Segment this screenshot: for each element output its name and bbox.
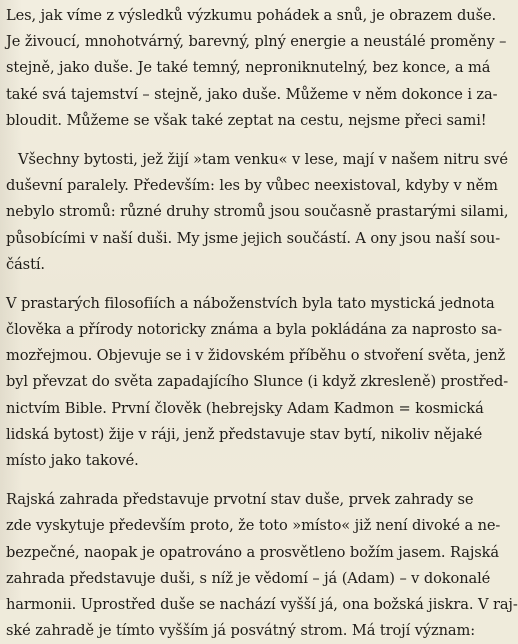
text-line: duševní paralely. Především: les by vůbec neexistoval, kdyby v něm [6, 177, 498, 195]
paragraph-2 [6, 147, 509, 278]
paragraph-gap [6, 134, 395, 147]
paragraph-4 [6, 487, 518, 644]
text-line: bezpečné, naopak je opatrováno a prosvětleno božím jasem. Rajská [6, 543, 499, 561]
text-line: nebylo stromů: různé druhy stromů jsou současně prastarými silami, [6, 203, 509, 221]
text-line: V prastarých filosofiích a náboženstvích byla tato mystická jednota [6, 294, 495, 312]
text-line: Všechny bytosti, jež žijí »tam venku« v lese, mají v našem nitru své [18, 150, 508, 168]
paragraph-gap [6, 278, 395, 291]
paragraph-gap [6, 474, 395, 487]
text-line: lidská bytost) žije v ráji, jenž představuje stav bytí, nikoliv nějaké [6, 425, 483, 443]
text-line: stejně, jako duše. Je také temný, neproniknutelný, bez konce, a má [6, 59, 491, 77]
text-line: Les, jak víme z výsledků výzkumu pohádek a snů, je obrazem duše. [6, 7, 497, 24]
page-text [6, 3, 518, 644]
text-line: částí. [6, 255, 45, 273]
text-line: člověka a přírody notoricky známa a byla pokládána za naprosto sa- [6, 321, 502, 339]
text-line: Rajská zahrada představuje prvotní stav duše, prvek zahrady se [6, 491, 474, 509]
text-line: působícími v naší duši. My jsme jejich součástí. A ony jsou naší sou- [6, 229, 501, 247]
text-line: byl převzat do světa zapadajícího Slunce (i když zkresleně) prostřed- [6, 373, 509, 391]
paragraph-1 [6, 3, 507, 134]
text-line: místo jako takové. [6, 452, 139, 469]
text-line: nictvím Bible. První člověk (hebrejsky Adam Kadmon = kosmická [6, 399, 484, 417]
text-line: mozřejmou. Objevuje se i v židovském příběhu o stvoření světa, jenž [6, 347, 506, 365]
paragraph-3 [6, 291, 509, 474]
text-line: ské zahradě je tímto vyšším já posvátný strom. Má trojí význam: [6, 622, 476, 640]
text-line: zahrada představuje duši, s níž je vědomí – já (Adam) – v dokonalé [6, 569, 491, 587]
text-line: zde vyskytuje především proto, že toto »místo« již není divoké a ne- [6, 517, 501, 535]
text-line: také svá tajemství – stejně, jako duše. Můžeme v něm dokonce i za- [6, 85, 498, 103]
text-line: Je živoucí, mnohotvárný, barevný, plný energie a neustálé proměny – [6, 33, 507, 51]
text-line: bloudit. Můžeme se však také zeptat na cestu, nejsme přeci sami! [6, 111, 487, 129]
text-line: harmonii. Uprostřed duše se nachází vyšší já, ona božská jiskra. V raj- [6, 595, 518, 613]
